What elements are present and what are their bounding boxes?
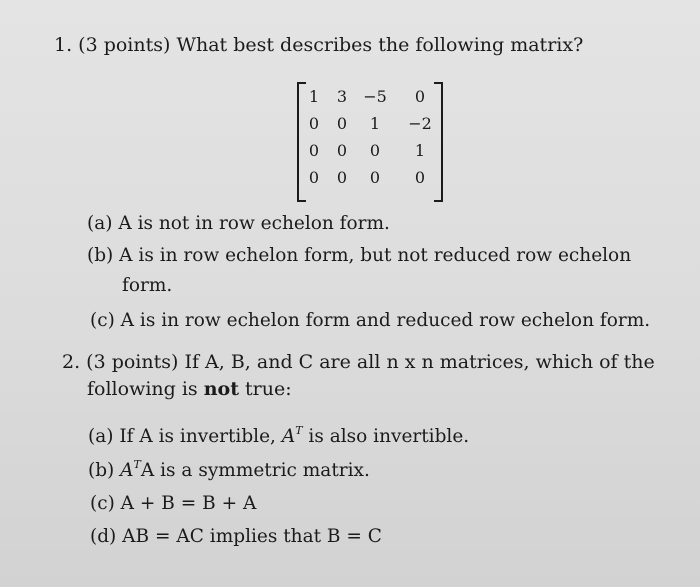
q2-suffix: true: xyxy=(238,378,292,400)
q2-option-a xyxy=(88,424,469,450)
matrix-cell-r4c4: 0 xyxy=(414,168,426,187)
q2-emphasis-not: not xyxy=(203,378,239,400)
q2-option-b xyxy=(88,458,370,484)
q2b-pre: (b) xyxy=(88,460,121,481)
matrix-cell-r1c1: 1 xyxy=(308,87,320,106)
question-1-prompt: 1. (3 points) What best describes the following matrix? xyxy=(54,34,584,56)
q2a-matrix-a: A xyxy=(281,426,296,447)
matrix-cell-r1c4: 0 xyxy=(414,87,426,106)
q2b-post: A is a symmetric matrix. xyxy=(140,460,370,481)
matrix-cell-r1c3: −5 xyxy=(363,87,387,106)
matrix-cell-r2c4: −2 xyxy=(408,114,432,133)
question-2-prompt-continued xyxy=(87,376,292,402)
matrix-cell-r2c3: 1 xyxy=(369,114,381,133)
q1-option-a: (a) A is not in row echelon form. xyxy=(87,213,390,234)
matrix-a xyxy=(297,82,443,200)
matrix-cell-r4c1: 0 xyxy=(308,168,320,187)
question-2-prompt: 2. (3 points) If A, B, and C are all n x n matrices, which of the xyxy=(62,351,655,373)
q2b-transpose: T xyxy=(133,458,141,471)
matrix-cell-r2c1: 0 xyxy=(308,114,320,133)
q2a-transpose: T xyxy=(295,424,303,437)
q2-option-c: (c) A + B = B + A xyxy=(90,493,257,514)
q2-prefix: following is xyxy=(87,378,204,400)
q2a-pre: (a) If A is invertible, xyxy=(88,426,282,447)
q2a-post: is also invertible. xyxy=(302,426,470,447)
q2b-matrix-a: A xyxy=(120,460,134,481)
q1-option-c: (c) A is in row echelon form and reduced row echelon form. xyxy=(90,310,651,331)
matrix-cell-r2c2: 0 xyxy=(336,114,348,133)
matrix-cell-r3c2: 0 xyxy=(336,141,348,160)
matrix-cell-r3c3: 0 xyxy=(369,141,381,160)
matrix-cell-r3c4: 1 xyxy=(414,141,426,160)
matrix-cell-r3c1: 0 xyxy=(308,141,320,160)
matrix-cell-r4c2: 0 xyxy=(336,168,348,187)
q1-option-b: (b) A is in row echelon form, but not reduced row echelon xyxy=(87,245,632,266)
matrix-cell-r4c3: 0 xyxy=(369,168,381,187)
matrix-cell-r1c2: 3 xyxy=(336,87,348,106)
q2-option-d: (d) AB = AC implies that B = C xyxy=(90,526,382,547)
q1-option-b-continued: form. xyxy=(122,275,173,296)
